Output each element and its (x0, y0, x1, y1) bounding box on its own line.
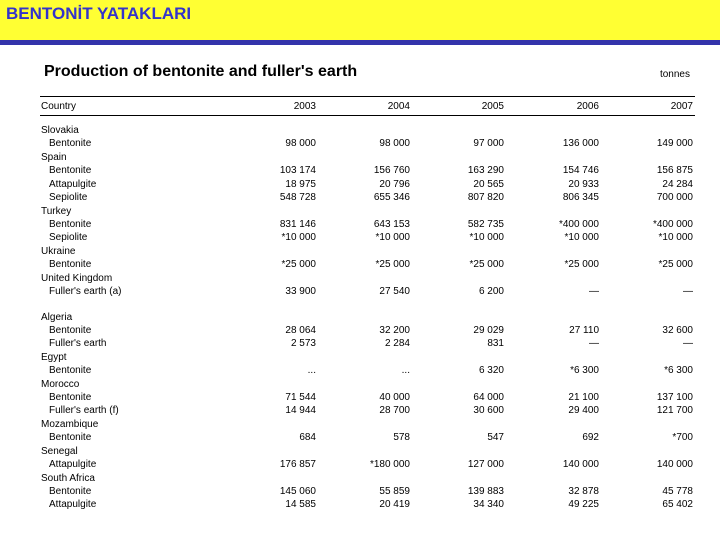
value-cell: 136 000 (562, 138, 599, 149)
value-cell: 831 146 (279, 219, 316, 230)
value-cell: 2 284 (384, 338, 410, 349)
item-label: Attapulgite (49, 179, 97, 190)
value-cell: 20 565 (473, 179, 504, 190)
value-cell: 45 778 (662, 486, 693, 497)
value-cell: 32 878 (568, 486, 599, 497)
value-cell: 684 (299, 432, 316, 443)
table-top-rule (40, 96, 695, 97)
value-cell: 98 000 (379, 138, 410, 149)
country-row (0, 472, 720, 485)
table-row (0, 178, 720, 191)
country-row (0, 351, 720, 364)
value-cell: 139 883 (467, 486, 504, 497)
value-cell: *25 000 (281, 259, 316, 270)
value-cell: 121 700 (656, 405, 693, 416)
item-label: Bentonite (49, 165, 92, 176)
item-label: Bentonite (49, 365, 92, 376)
value-cell: 140 000 (656, 459, 693, 470)
value-cell: 24 284 (662, 179, 693, 190)
country-label: Senegal (41, 446, 78, 457)
item-label: Bentonite (49, 325, 92, 336)
value-cell: *6 300 (570, 365, 599, 376)
country-label: United Kingdom (41, 273, 113, 284)
value-cell: 547 (487, 432, 504, 443)
units-label: tonnes (659, 69, 690, 80)
table-row (0, 231, 720, 244)
table-row (0, 498, 720, 511)
table-row (0, 337, 720, 350)
value-cell: *25 000 (658, 259, 693, 270)
item-label: Sepiolite (49, 232, 88, 243)
value-cell: 807 820 (467, 192, 504, 203)
country-row (0, 124, 720, 137)
country-row (0, 311, 720, 324)
column-header-country: Country (41, 101, 77, 112)
country-row (0, 445, 720, 458)
item-label: Fuller's earth (a) (49, 286, 122, 297)
value-cell: 98 000 (285, 138, 316, 149)
country-row (0, 245, 720, 258)
table-row (0, 258, 720, 271)
value-cell: 28 700 (379, 405, 410, 416)
item-label: Attapulgite (49, 459, 97, 470)
country-row (0, 272, 720, 285)
value-cell: 643 153 (373, 219, 410, 230)
item-label: Bentonite (49, 219, 92, 230)
value-cell: 176 857 (279, 459, 316, 470)
column-header-2007: 2007 (670, 101, 693, 112)
banner-underline (0, 40, 720, 45)
value-cell: 14 585 (285, 499, 316, 510)
value-cell: — (683, 338, 693, 349)
value-cell: 578 (393, 432, 410, 443)
value-cell: 28 064 (285, 325, 316, 336)
value-cell: 6 200 (478, 286, 504, 297)
country-row (0, 418, 720, 431)
value-cell: 692 (582, 432, 599, 443)
value-cell: 64 000 (473, 392, 504, 403)
value-cell: 14 944 (285, 405, 316, 416)
country-label: Slovakia (41, 125, 79, 136)
value-cell: 163 290 (467, 165, 504, 176)
table-row (0, 285, 720, 298)
value-cell: *10 000 (375, 232, 410, 243)
value-cell: 156 875 (656, 165, 693, 176)
table-row (0, 364, 720, 377)
value-cell: *6 300 (664, 365, 693, 376)
value-cell: 29 029 (473, 325, 504, 336)
country-label: Spain (41, 152, 67, 163)
value-cell: *400 000 (652, 219, 693, 230)
value-cell: *180 000 (369, 459, 410, 470)
value-cell: 32 600 (662, 325, 693, 336)
value-cell: *10 000 (469, 232, 504, 243)
value-cell: 27 110 (569, 325, 599, 336)
item-label: Attapulgite (49, 499, 97, 510)
column-header-2004: 2004 (387, 101, 410, 112)
item-label: Bentonite (49, 259, 92, 270)
column-header-2003: 2003 (293, 101, 316, 112)
value-cell: 149 000 (656, 138, 693, 149)
value-cell: 20 796 (379, 179, 410, 190)
title-banner (0, 0, 720, 40)
value-cell: 21 100 (568, 392, 599, 403)
country-label: Ukraine (41, 246, 76, 257)
value-cell: 137 100 (656, 392, 693, 403)
table-row (0, 485, 720, 498)
value-cell: — (589, 338, 599, 349)
value-cell: 6 320 (478, 365, 504, 376)
value-cell: 65 402 (662, 499, 693, 510)
table-row (0, 458, 720, 471)
value-cell: 18 975 (285, 179, 316, 190)
table-row (0, 404, 720, 417)
item-label: Sepiolite (49, 192, 88, 203)
table-row (0, 191, 720, 204)
value-cell: *10 000 (281, 232, 316, 243)
value-cell: 49 225 (568, 499, 599, 510)
table-row (0, 431, 720, 444)
value-cell: 831 (487, 338, 504, 349)
value-cell: 34 340 (473, 499, 504, 510)
value-cell: 97 000 (473, 138, 504, 149)
country-row (0, 205, 720, 218)
value-cell: 55 859 (379, 486, 410, 497)
value-cell: 33 900 (285, 286, 316, 297)
value-cell: 140 000 (562, 459, 599, 470)
table-row (0, 137, 720, 150)
value-cell: 29 400 (568, 405, 599, 416)
value-cell: ... (307, 365, 316, 376)
column-header-2005: 2005 (481, 101, 504, 112)
country-label: South Africa (41, 473, 95, 484)
item-label: Fuller's earth (f) (49, 405, 119, 416)
value-cell: *10 000 (564, 232, 599, 243)
country-row (0, 151, 720, 164)
value-cell: *700 (672, 432, 693, 443)
slide-title: BENTONİT YATAKLARI (6, 4, 192, 23)
value-cell: 20 419 (379, 499, 410, 510)
table-row (0, 164, 720, 177)
country-label: Turkey (41, 206, 72, 217)
value-cell: 20 933 (568, 179, 599, 190)
column-header-2006: 2006 (576, 101, 599, 112)
country-label: Egypt (41, 352, 67, 363)
value-cell: 156 760 (373, 165, 410, 176)
value-cell: 154 746 (562, 165, 599, 176)
value-cell: *25 000 (564, 259, 599, 270)
value-cell: *10 000 (658, 232, 693, 243)
value-cell: *400 000 (558, 219, 599, 230)
value-cell: ... (401, 365, 410, 376)
value-cell: *25 000 (469, 259, 504, 270)
value-cell: 103 174 (279, 165, 316, 176)
country-row (0, 378, 720, 391)
value-cell: 582 735 (467, 219, 504, 230)
item-label: Bentonite (49, 486, 92, 497)
value-cell: 27 540 (379, 286, 410, 297)
value-cell: 2 573 (290, 338, 316, 349)
country-label: Algeria (41, 312, 73, 323)
value-cell: 32 200 (379, 325, 410, 336)
value-cell: 127 000 (467, 459, 504, 470)
item-label: Fuller's earth (49, 338, 107, 349)
value-cell: 145 060 (279, 486, 316, 497)
value-cell: — (683, 286, 693, 297)
table-row (0, 391, 720, 404)
table-title: Production of bentonite and fuller's earth (44, 63, 358, 80)
item-label: Bentonite (49, 138, 92, 149)
value-cell: 40 000 (379, 392, 410, 403)
item-label: Bentonite (49, 392, 92, 403)
value-cell: 806 345 (562, 192, 599, 203)
value-cell: — (589, 286, 599, 297)
table-header-rule (40, 115, 695, 116)
table-row (0, 324, 720, 337)
value-cell: 655 346 (373, 192, 410, 203)
value-cell: *25 000 (375, 259, 410, 270)
value-cell: 30 600 (473, 405, 504, 416)
value-cell: 700 000 (656, 192, 693, 203)
item-label: Bentonite (49, 432, 92, 443)
country-label: Morocco (41, 379, 80, 390)
value-cell: 548 728 (279, 192, 316, 203)
value-cell: 71 544 (285, 392, 316, 403)
table-row (0, 218, 720, 231)
country-label: Mozambique (41, 419, 99, 430)
